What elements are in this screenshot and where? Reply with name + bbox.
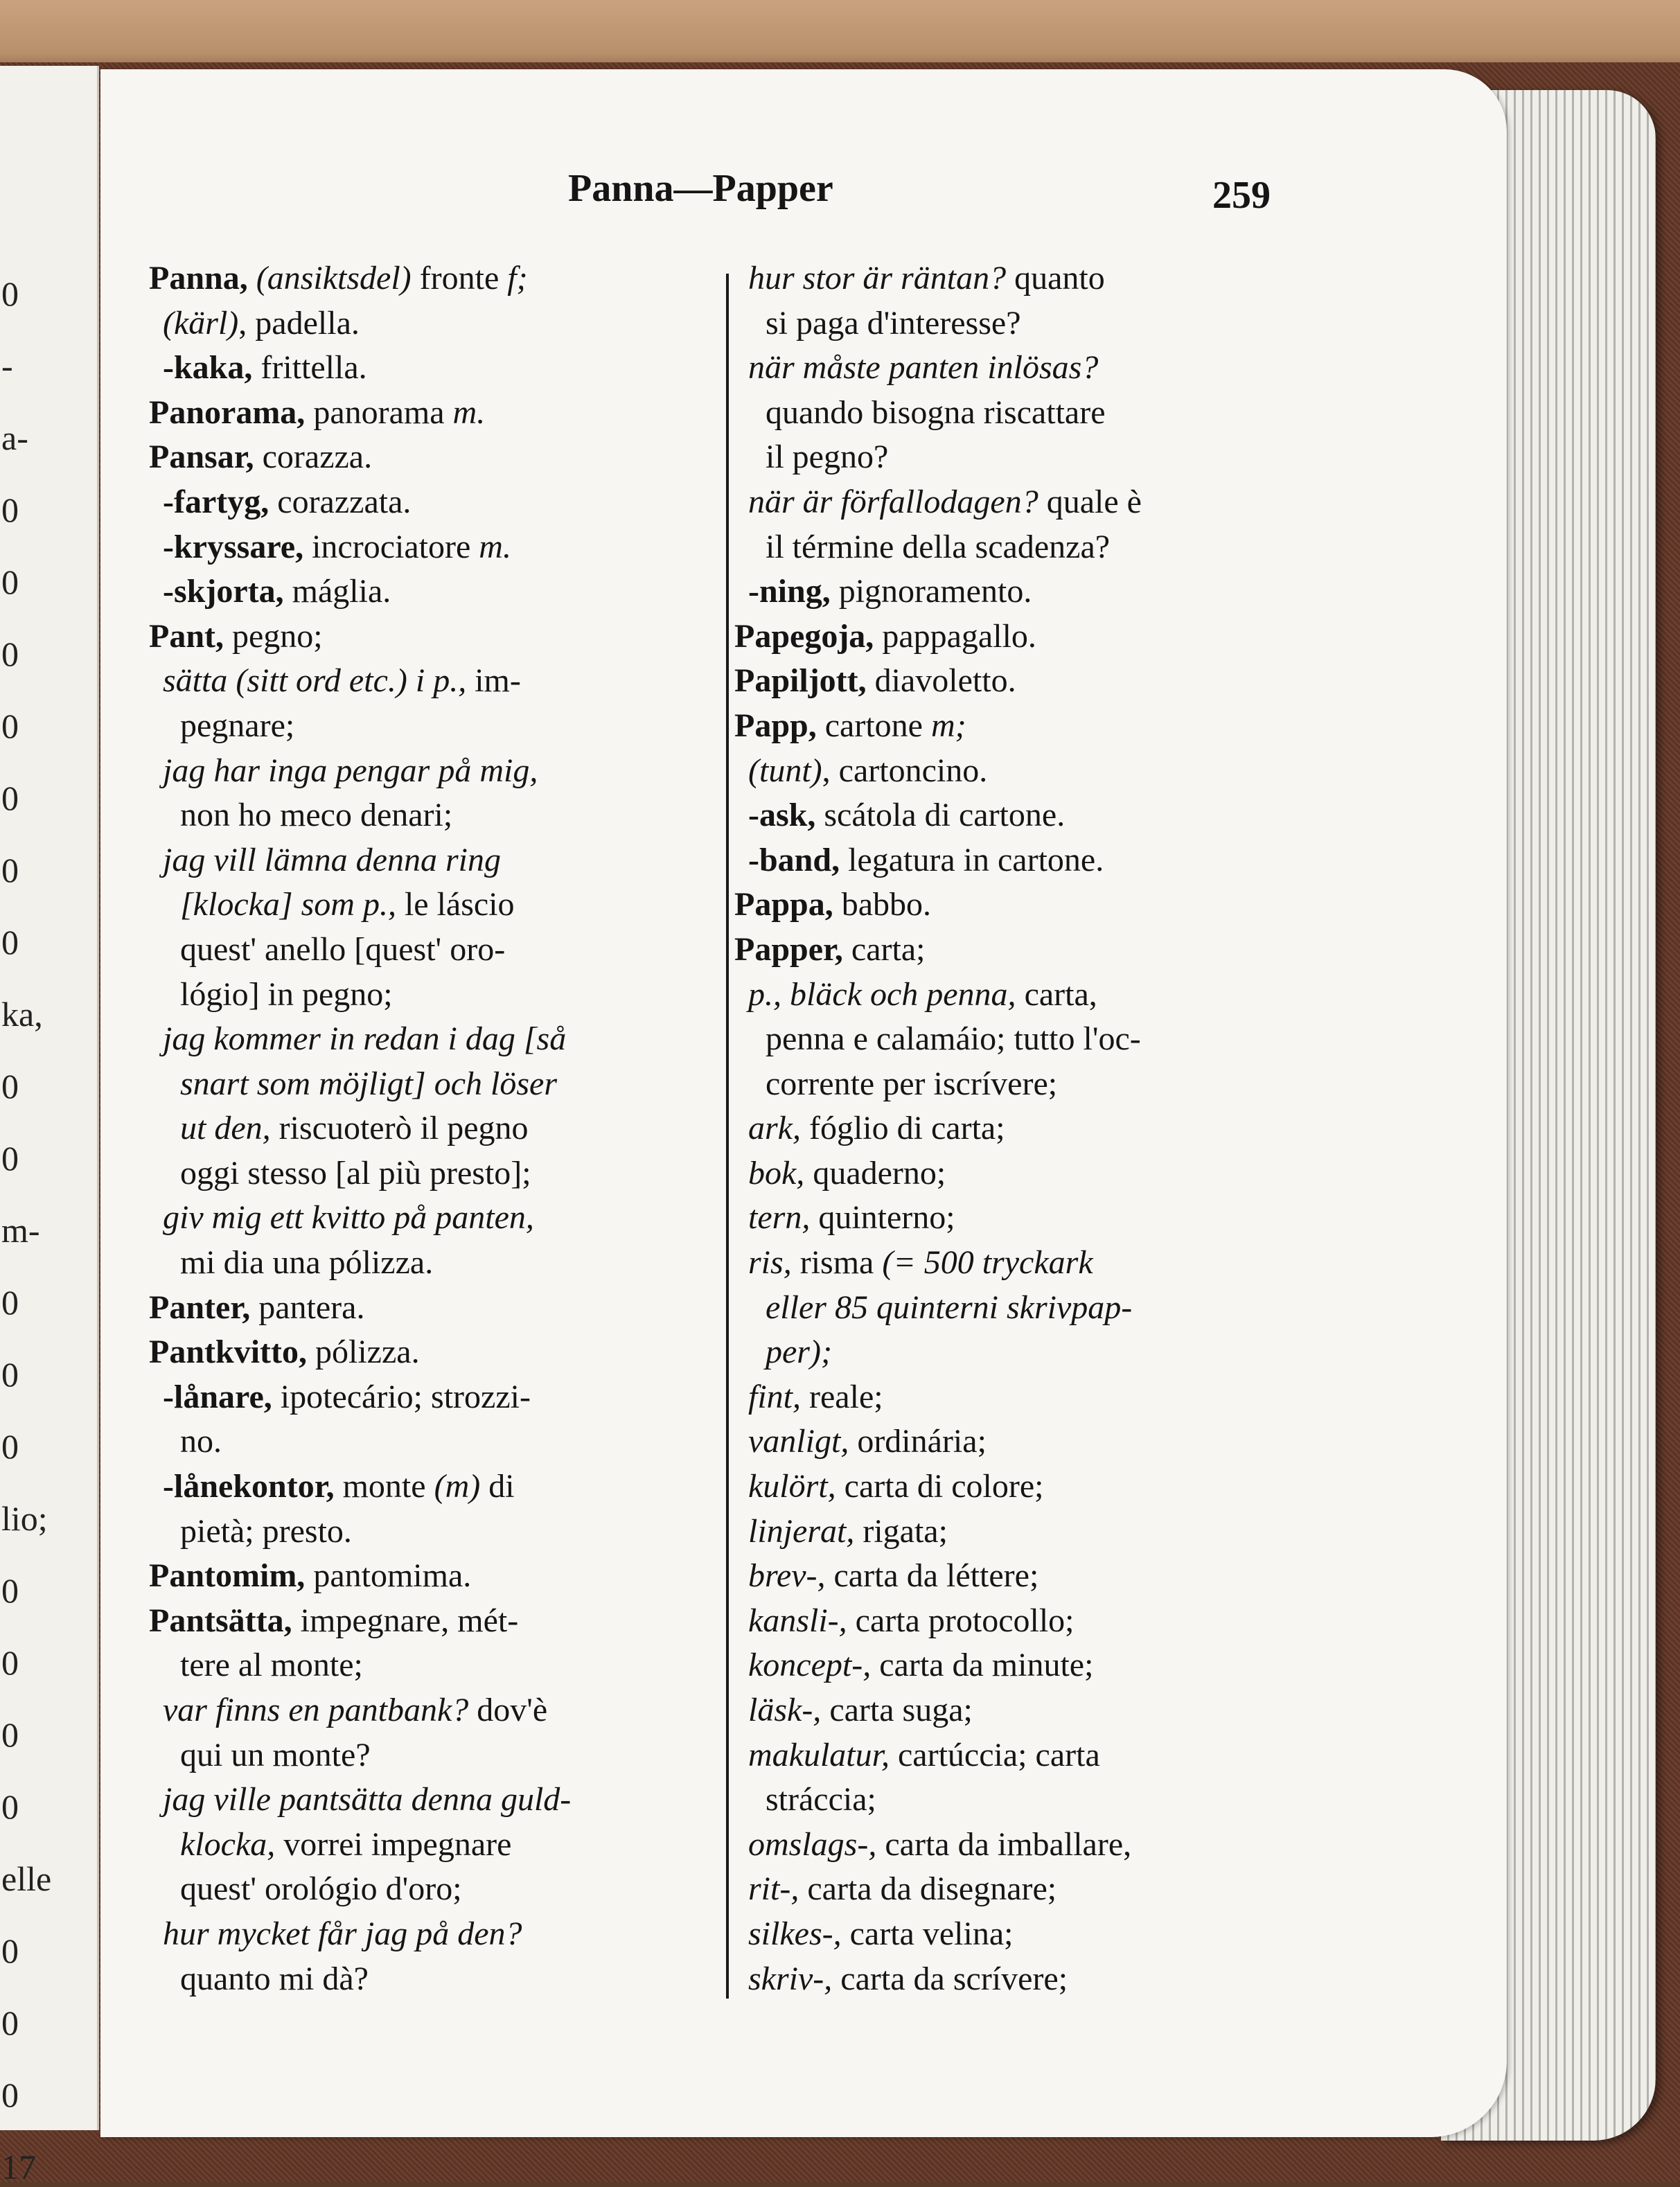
entry-text: m; [930, 707, 966, 744]
entry-text: dov'è [468, 1692, 548, 1728]
left-page-fragment: 0 [1, 707, 19, 745]
entry-text: quaderno; [804, 1154, 946, 1192]
left-page-fragment: 0 [1, 923, 19, 962]
entry-text: (kärl) [163, 304, 239, 342]
entry-text: carta di colore; [835, 1468, 1044, 1505]
headword: -ask, [748, 797, 816, 834]
left-page-fragment: - [1, 346, 13, 385]
dictionary-line [149, 1643, 807, 1688]
entry-text: pegnare; [180, 707, 295, 744]
dictionary-line [734, 838, 1289, 883]
dictionary-line [149, 1375, 807, 1420]
entry-text: m. [452, 393, 486, 431]
left-page-fragment: 0 [1, 1931, 19, 1970]
dictionary-line [734, 614, 1289, 659]
entry-text: frittella. [252, 349, 367, 387]
left-page-fragment: 0 [1, 490, 19, 529]
entry-text: ark, [748, 1110, 801, 1147]
entry-text: koncept-, [748, 1647, 872, 1684]
dictionary-line [149, 614, 807, 659]
dictionary-line [149, 435, 807, 480]
left-page-fragment: 17 [1, 2148, 36, 2186]
entry-text: kulört, [748, 1468, 836, 1505]
dictionary-line [734, 1017, 1289, 1062]
entry-text: ipotecário; strozzi- [272, 1378, 531, 1415]
entry-text: corrente per iscrívere; [766, 1065, 1058, 1102]
headword: Pappa, [734, 886, 833, 923]
entry-text: quando bisogna riscattare [766, 393, 1106, 431]
entry-text: snart som möjligt] och löser [180, 1065, 558, 1102]
headword: -lånekontor, [163, 1468, 335, 1505]
dictionary-line [734, 1823, 1289, 1868]
entry-text: monte [334, 1468, 434, 1505]
dictionary-line [734, 1419, 1289, 1464]
entry-text: omslags-, [748, 1825, 877, 1863]
entry-text: scátola di cartone. [815, 797, 1066, 834]
left-page-fragment: 0 [1, 1139, 19, 1178]
entry-text: vorrei impegnare [275, 1825, 512, 1863]
entry-text: silkes-, [748, 1915, 842, 1952]
entry-text: pegno; [224, 617, 323, 655]
entry-text: risma [791, 1244, 883, 1282]
entry-text: si paga d'interesse? [766, 304, 1021, 342]
dictionary-line [734, 1554, 1289, 1599]
dictionary-line [149, 1196, 807, 1241]
dictionary-line [734, 1599, 1289, 1644]
entry-text: ris, [748, 1244, 792, 1282]
entry-text: carta da minute; [871, 1647, 1094, 1684]
left-page-fragment: 0 [1, 635, 19, 673]
dictionary-line [149, 346, 807, 391]
dictionary-line [734, 749, 1289, 794]
headword: -band, [748, 841, 840, 878]
entry-text: , padella. [238, 304, 360, 342]
entry-text: carta protocollo; [847, 1602, 1075, 1639]
dictionary-line [734, 1151, 1289, 1196]
entry-text: , cartoncino. [822, 752, 988, 789]
dictionary-line [149, 704, 807, 749]
left-page-fragment: 0 [1, 2003, 19, 2042]
entry-text: (m) [434, 1468, 481, 1505]
dictionary-line [149, 1330, 807, 1375]
headword: Pantsätta, [149, 1602, 292, 1639]
left-page-fragment: 0 [1, 1283, 19, 1322]
headword: Pantkvitto, [149, 1334, 307, 1371]
entry-text: riscuoterò il pegno [270, 1110, 529, 1147]
dictionary-line [149, 1017, 807, 1062]
dictionary-line [149, 1957, 807, 2002]
headword: Pant, [149, 617, 224, 655]
dictionary-line [734, 1286, 1289, 1331]
left-page-fragment: 0 [1, 274, 19, 313]
entry-text: quest' orológio d'oro; [180, 1870, 462, 1908]
dictionary-line [149, 525, 807, 570]
dictionary-line [149, 1151, 807, 1196]
entry-text: eller 85 quinterni skrivpap- [766, 1289, 1133, 1326]
dictionary-line [734, 569, 1289, 614]
dictionary-line [149, 793, 807, 838]
headword: -fartyg, [163, 483, 269, 520]
entry-text: när måste panten inlösas? [748, 349, 1099, 387]
dictionary-line [149, 569, 807, 614]
dictionary-line [149, 883, 807, 928]
page-number: 259 [1212, 174, 1271, 217]
dictionary-line [734, 525, 1289, 570]
left-column [149, 256, 807, 2001]
entry-text: jag ville pantsätta denna guld- [163, 1781, 572, 1818]
entry-text: no. [180, 1423, 222, 1460]
left-page-fragment: 0 [1, 1787, 19, 1826]
dictionary-line [734, 1509, 1289, 1555]
dictionary-line [734, 1375, 1289, 1420]
dictionary-line [149, 256, 807, 301]
dictionary-line [734, 1643, 1289, 1688]
dictionary-line [149, 1241, 807, 1286]
headword: -lånare, [163, 1378, 272, 1415]
dictionary-line [149, 749, 807, 794]
entry-text: rigata; [854, 1512, 948, 1550]
dictionary-line [734, 1733, 1289, 1778]
entry-text: corazza. [254, 439, 373, 476]
left-page-fragment: 0 [1, 563, 19, 601]
entry-text: il pegno? [766, 439, 889, 476]
entry-text: linjerat, [748, 1512, 855, 1550]
left-page-fragment: elle [1, 1859, 52, 1898]
entry-text: stráccia; [766, 1781, 876, 1818]
entry-text: fint, [748, 1378, 802, 1415]
dictionary-line [149, 301, 807, 346]
entry-text: incrociatore [303, 528, 479, 565]
entry-text: (ansiktsdel) [247, 260, 412, 296]
entry-text: carta da léttere; [825, 1557, 1039, 1595]
headword: -ning, [748, 573, 831, 610]
dictionary-line [149, 928, 807, 973]
dictionary-line [734, 301, 1289, 346]
entry-text: pignoramento. [830, 573, 1032, 610]
entry-text: im- [466, 662, 521, 700]
dictionary-line [149, 1286, 807, 1331]
page-header-title: Panna—Papper [568, 167, 833, 210]
entry-text: cartone [816, 707, 931, 744]
dictionary-line [149, 480, 807, 525]
entry-text: pólizza. [307, 1334, 420, 1371]
left-page-fragment: 0 [1, 851, 19, 889]
entry-text: oggi stesso [al più presto]; [180, 1154, 531, 1192]
dictionary-line [149, 1688, 807, 1733]
entry-text: quinterno; [810, 1199, 955, 1237]
entry-text: carta velina; [841, 1915, 1014, 1952]
dictionary-line [149, 1823, 807, 1868]
dictionary-line [149, 1599, 807, 1644]
entry-text: rit-, [748, 1870, 799, 1908]
dictionary-line [734, 1867, 1289, 1912]
dictionary-line [734, 256, 1289, 301]
entry-text: non ho meco denari; [180, 797, 453, 834]
entry-text: le láscio [396, 886, 515, 923]
dictionary-line [734, 1957, 1289, 2002]
dictionary-line [734, 1330, 1289, 1375]
dictionary-line [149, 1419, 807, 1464]
dictionary-line [734, 1196, 1289, 1241]
headword: Papegoja, [734, 617, 874, 655]
dictionary-line [734, 1688, 1289, 1733]
entry-text: máglia. [283, 573, 391, 610]
left-page-fragment: 0 [1, 1355, 19, 1394]
dictionary-line [149, 659, 807, 704]
dictionary-line [734, 1778, 1289, 1823]
entry-text: skriv-, [748, 1960, 833, 1997]
entry-text: (= 500 tryckark [882, 1244, 1093, 1282]
dictionary-line [734, 1912, 1289, 1957]
left-page-fragment: 0 [1, 1427, 19, 1466]
entry-text: quanto [1006, 260, 1105, 296]
dictionary-line [149, 1464, 807, 1509]
left-page-fragment: m- [1, 1211, 40, 1250]
headword: Pantomim, [149, 1557, 306, 1595]
entry-text: penna e calamáio; tutto l'oc- [766, 1020, 1141, 1058]
left-page-fragment: ka, [1, 995, 43, 1034]
dictionary-line [149, 1062, 807, 1107]
entry-text: carta, [1016, 975, 1097, 1013]
entry-text: carta da imballare, [876, 1825, 1132, 1863]
entry-text: babbo. [833, 886, 932, 923]
headword: Papper, [734, 930, 843, 968]
left-page [0, 66, 99, 2186]
entry-text: ut den, [180, 1110, 271, 1147]
left-page-fragment: lio; [1, 1499, 48, 1538]
headword: -kaka, [163, 349, 253, 387]
dictionary-line [734, 1106, 1289, 1151]
dictionary-line [734, 1241, 1289, 1286]
entry-text: carta da disegnare; [799, 1870, 1057, 1908]
entry-text: corazzata. [269, 483, 412, 520]
entry-text: klocka, [180, 1825, 276, 1863]
headword: Panter, [149, 1289, 251, 1326]
dictionary-line [149, 1867, 807, 1912]
entry-text: carta da scrívere; [832, 1960, 1068, 1997]
entry-text: f; [507, 260, 528, 296]
left-page-fragment: 0 [1, 779, 19, 817]
entry-text: vanligt, [748, 1423, 849, 1460]
entry-text: reale; [801, 1378, 883, 1415]
headword: Panorama, [149, 393, 306, 431]
entry-text: giv mig ett kvitto på panten, [163, 1199, 534, 1237]
entry-text: fronte [411, 260, 508, 296]
entry-text: var finns en pantbank? [163, 1692, 469, 1728]
dictionary-line [734, 1464, 1289, 1509]
entry-text: (tunt) [748, 752, 822, 789]
entry-text: pietà; presto. [180, 1512, 352, 1550]
dictionary-line [149, 838, 807, 883]
dictionary-line [734, 928, 1289, 973]
headword: Panna, [149, 260, 248, 296]
dictionary-line [734, 659, 1289, 704]
dictionary-line [734, 883, 1289, 928]
entry-text: panorama [305, 393, 453, 431]
dictionary-line [734, 793, 1289, 838]
entry-text: sätta (sitt ord etc.) i p., [163, 662, 467, 700]
entry-text: p., bläck och penna, [748, 975, 1016, 1013]
entry-text: kansli-, [748, 1602, 847, 1639]
dictionary-line [734, 346, 1289, 391]
entry-text: tere al monte; [180, 1647, 363, 1684]
left-page-fragment: 0 [1, 1067, 19, 1106]
dictionary-line [149, 1106, 807, 1151]
left-page-fragment: 0 [1, 2075, 19, 2114]
entry-text: brev-, [748, 1557, 826, 1595]
entry-text: impegnare, mét- [292, 1602, 519, 1639]
entry-text: legatura in cartone. [840, 841, 1104, 878]
entry-text: hur mycket får jag på den? [163, 1915, 522, 1952]
dictionary-line [734, 480, 1289, 525]
entry-text: [klocka] som p., [180, 886, 396, 923]
entry-text: quanto mi dà? [180, 1960, 369, 1997]
entry-text: läsk-, [748, 1692, 822, 1728]
entry-text: carta suga; [821, 1692, 973, 1728]
entry-text: di [480, 1468, 515, 1505]
dictionary-line [149, 1733, 807, 1778]
entry-text: jag har inga pengar på mig, [163, 752, 538, 789]
entry-text: när är förfallodagen? [748, 483, 1038, 520]
entry-text: m. [479, 528, 511, 565]
dictionary-line [734, 1062, 1289, 1107]
headword: Papp, [734, 707, 817, 744]
entry-text: carta; [842, 930, 926, 968]
headword: -kryssare, [163, 528, 304, 565]
left-page-fragment: a- [1, 418, 28, 457]
entry-text: cartúccia; carta [890, 1736, 1100, 1773]
entry-text: fóglio di carta; [800, 1110, 1005, 1147]
entry-text: quest' anello [quest' oro- [180, 930, 506, 968]
headword: Pansar, [149, 439, 254, 476]
entry-text: diavoletto. [866, 662, 1016, 700]
left-page-fragment: 0 [1, 1643, 19, 1682]
left-page-fragment: 0 [1, 1571, 19, 1610]
entry-text: pappagallo. [874, 617, 1036, 655]
dictionary-line [149, 1912, 807, 1957]
entry-text: jag vill lämna denna ring [163, 841, 501, 878]
entry-text: per); [766, 1334, 832, 1371]
entry-text: makulatur, [748, 1736, 890, 1773]
dictionary-line [734, 973, 1289, 1018]
dictionary-line [734, 704, 1289, 749]
entry-text: qui un monte? [180, 1736, 371, 1773]
entry-text: ordinária; [849, 1423, 987, 1460]
entry-text: pantera. [250, 1289, 365, 1326]
entry-text: il términe della scadenza? [766, 528, 1111, 565]
entry-text: jag kommer in redan i dag [så [163, 1020, 567, 1058]
headword: Papiljott, [734, 662, 867, 700]
entry-text: hur stor är räntan? [748, 260, 1007, 296]
dictionary-line [734, 435, 1289, 480]
dictionary-line [149, 1509, 807, 1555]
entry-text: tern, [748, 1199, 811, 1237]
left-page-fragment: 0 [1, 1715, 19, 1754]
headword: -skjorta, [163, 573, 284, 610]
entry-text: quale è [1038, 483, 1142, 520]
entry-text: mi dia una pólizza. [180, 1244, 434, 1282]
dictionary-line [149, 1554, 807, 1599]
dictionary-line [149, 1778, 807, 1823]
dictionary-line [734, 391, 1289, 436]
entry-text: bok, [748, 1154, 805, 1192]
entry-text: lógio] in pegno; [180, 975, 393, 1013]
right-column [734, 256, 1289, 2001]
dictionary-line [149, 973, 807, 1018]
dictionary-line [149, 391, 807, 436]
entry-text: pantomima. [305, 1557, 472, 1595]
